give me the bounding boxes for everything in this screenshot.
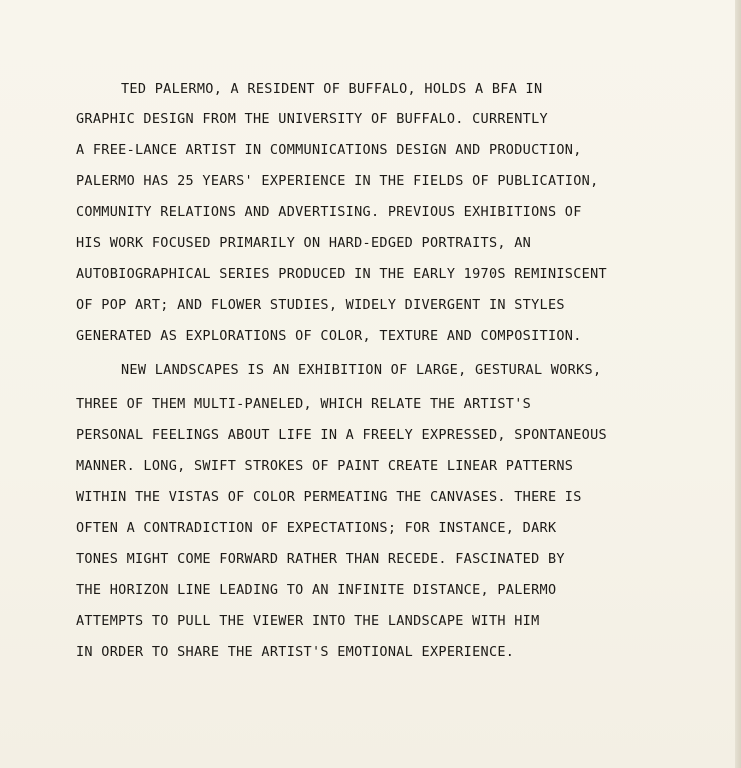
paragraph-2-line-6: OFTEN A CONTRADICTION OF EXPECTATIONS; FOR INSTANCE, DARK — [76, 520, 557, 536]
paragraph-2-line-9: ATTEMPTS TO PULL THE VIEWER INTO THE LANDSCAPE WITH HIM — [76, 613, 540, 629]
paragraph-1-line-6: HIS WORK FOCUSED PRIMARILY ON HARD-EDGED PORTRAITS, AN — [76, 235, 532, 251]
paragraph-2-line-3: PERSONAL FEELINGS ABOUT LIFE IN A FREELY EXPRESSED, SPONTANEOUS — [76, 427, 607, 443]
paragraph-1-line-2: GRAPHIC DESIGN FROM THE UNIVERSITY OF BUFFALO. CURRENTLY — [76, 111, 548, 127]
paragraph-1-line-1: TED PALERMO, A RESIDENT OF BUFFALO, HOLDS A BFA IN — [121, 81, 543, 97]
paragraph-2-line-2: THREE OF THEM MULTI-PANELED, WHICH RELATE THE ARTIST'S — [76, 396, 532, 412]
paragraph-1-line-7: AUTOBIOGRAPHICAL SERIES PRODUCED IN THE EARLY 1970S REMINISCENT — [76, 266, 607, 282]
paragraph-1-line-8: OF POP ART; AND FLOWER STUDIES, WIDELY DIVERGENT IN STYLES — [76, 297, 565, 313]
paragraph-2-line-1: NEW LANDSCAPES IS AN EXHIBITION OF LARGE, GESTURAL WORKS, — [121, 362, 602, 378]
paragraph-1-line-5: COMMUNITY RELATIONS AND ADVERTISING. PREVIOUS EXHIBITIONS OF — [76, 204, 582, 220]
paragraph-2-line-7: TONES MIGHT COME FORWARD RATHER THAN RECEDE. FASCINATED BY — [76, 551, 565, 567]
paragraph-2-line-4: MANNER. LONG, SWIFT STROKES OF PAINT CREATE LINEAR PATTERNS — [76, 458, 574, 474]
paragraph-1-line-4: PALERMO HAS 25 YEARS' EXPERIENCE IN THE FIELDS OF PUBLICATION, — [76, 173, 599, 189]
paragraph-1-line-9: GENERATED AS EXPLORATIONS OF COLOR, TEXTURE AND COMPOSITION. — [76, 328, 582, 344]
paragraph-2-line-10: IN ORDER TO SHARE THE ARTIST'S EMOTIONAL EXPERIENCE. — [76, 644, 515, 660]
paragraph-2-line-5: WITHIN THE VISTAS OF COLOR PERMEATING THE CANVASES. THERE IS — [76, 489, 582, 505]
paragraph-2-line-8: THE HORIZON LINE LEADING TO AN INFINITE DISTANCE, PALERMO — [76, 582, 557, 598]
paragraph-1-line-3: A FREE-LANCE ARTIST IN COMMUNICATIONS DESIGN AND PRODUCTION, — [76, 142, 582, 158]
